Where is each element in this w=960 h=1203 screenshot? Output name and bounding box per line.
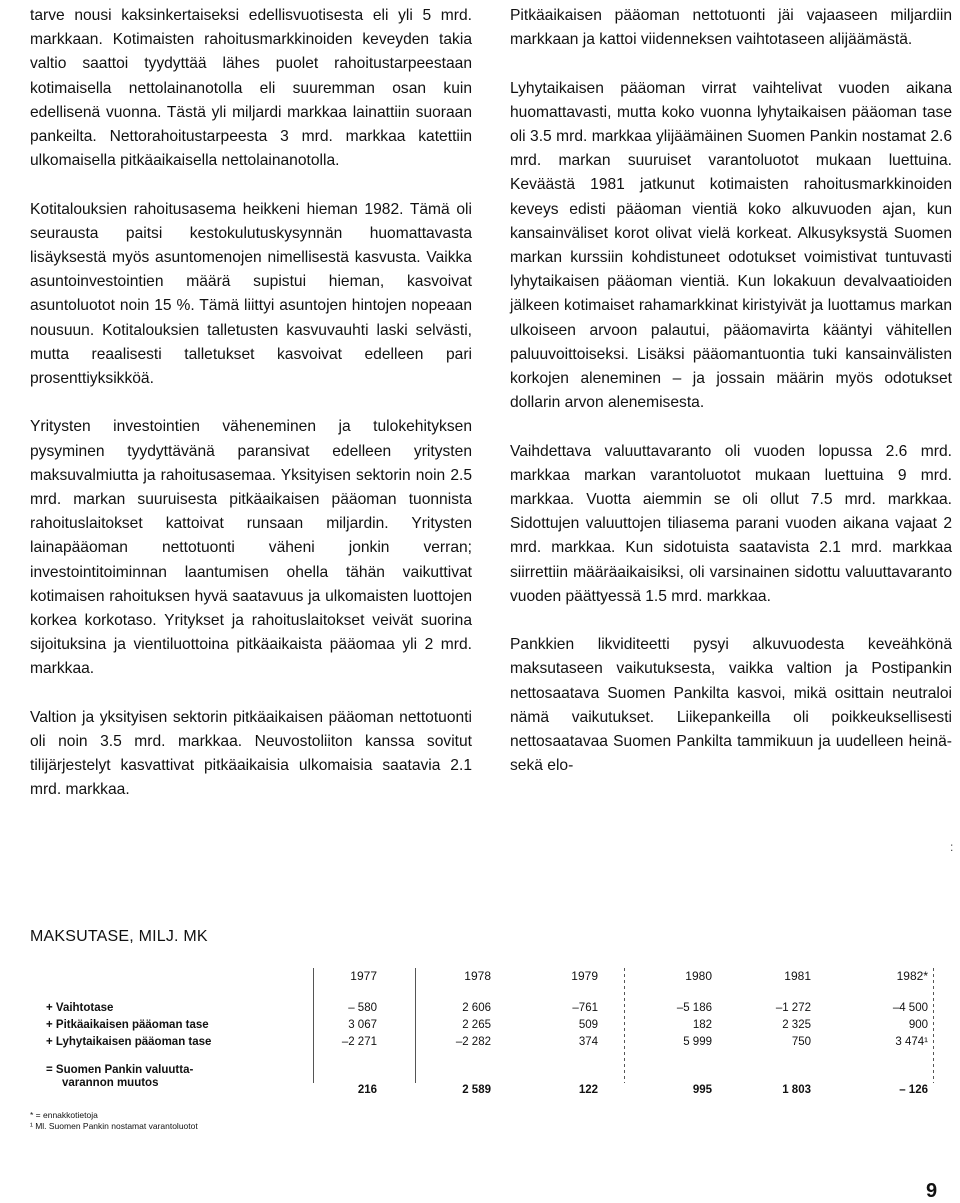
table-title: MAKSUTASE, MILJ. MK bbox=[30, 928, 208, 945]
right-paragraph-3: Vaihdettava valuuttavaranto oli vuoden lopussa 2.6 mrd. markkaa markan varantoluotot mukaan luettuina 9 mrd. markkaa. Vuotta aiemmin se oli ollut 7.5 mrd. markkaa. Sidottujen valuuttojen tiliasema parani vuoden aikana vajaat 2 mrd. markkaa. Kun sidotuista saatavista 2.1 mrd. markkaa siirrettiin määräaikaisiksi, oli varsinainen sidottu valuuttavaranto vuoden päättyessä 1.5 mrd. markkaa. bbox=[510, 442, 952, 605]
table-cell: 3 474¹ bbox=[895, 1036, 928, 1048]
left-paragraph-3: Yritysten investointien väheneminen ja tulokehityksen pysyminen tyydyttävänä paransivat edelleen yritysten maksuvalmiutta ja rahoitusasemaa. Yksityisen sektorin noin 2.5 mrd. markan suuruisesta pitkäaikaisen pääoman tuonnista rahoituslaitokset kattoivat runsaan miljardin. Yritysten lainapääoman nettotuonti väheni jonkin verran; investointitoiminnan laantumisen ohella tähän vaikuttivat kotimaisen rahoituksen hyvä saatavuus ja ulkomaisten luottojen korkea korkotaso. Yritykset ja rahoituslaitokset veivät suorina sijoituksina ja vientiluottoina pitkäaikaista pääomaa yli 2 mrd. markkaa. bbox=[30, 418, 472, 678]
total-cell: 995 bbox=[692, 1084, 712, 1096]
table-cell: 900 bbox=[908, 1019, 928, 1031]
column-divider bbox=[415, 968, 416, 1083]
right-paragraph-2: Lyhytaikaisen pääoman virrat vaihtelivat vuoden aikana huomattavasti, mutta koko vuonna lyhytaikaisen pääoman tase oli 3.5 mrd. markkaa ylijäämäinen Suomen Pankin nostamat 2.6 mrd. markan suuruiset varantoluotot mukaan luettuina. Keväästä 1981 jatkunut kotimaisten rahoitusmarkkinoiden keveys edisti pääoman vientiä koko alkuvuoden ajan, kun kansainväliset korot olivat vielä korkeat. Alkusyksystä Suomen markan kurssiin kohdistuneet odotukset voimistivat tuntuvasti lyhytaikaisen pääoman vientiä. Kun lokakuun devalvaatioiden jälkeen kotimaiset rahamarkkinat kiristyivät ja luottamus markan ulkoiseen arvoon palautui, pääomavirta kääntyi vähitellen paluuvoittoiseksi. Lisäksi pääomantuontia tuki kansainvälisten korkojen aleneminen – ja jossain määrin myös odotukset dollarin arvon alenemisesta. bbox=[510, 79, 952, 412]
table-cell: – 580 bbox=[348, 1002, 377, 1014]
year-header: 1982* bbox=[896, 969, 928, 983]
row-label: + Lyhytaikaisen pääoman tase bbox=[46, 1036, 212, 1048]
footnote-reserve-credits: ¹ Ml. Suomen Pankin nostamat varantoluotot bbox=[30, 1121, 198, 1131]
table-cell: –2 282 bbox=[455, 1036, 491, 1048]
total-cell: 122 bbox=[578, 1084, 598, 1096]
left-text-column bbox=[30, 4, 472, 803]
table-cell: 2 265 bbox=[462, 1019, 491, 1031]
table-cell: –761 bbox=[572, 1002, 598, 1014]
table-cell: 2 325 bbox=[782, 1019, 811, 1031]
right-paragraph-4: Pankkien likviditeetti pysyi alkuvuodesta keveähkönä maksutaseen vaikutuksesta, vaikka valtion ja Postipankin nettosaatava Suomen Pankilta kasvoi, mikä osittain neutraloi nämä vaikutukset. Liikepankeilla oli poikkeuksellisesti nettosaatavaa Suomen Pankilta tammikuun ja uudelleen heinä- sekä elo- bbox=[510, 636, 952, 775]
table-cell: –2 271 bbox=[341, 1036, 377, 1048]
left-paragraph-1: tarve nousi kaksinkertaiseksi edellisvuotisesta eli yli 5 mrd. markkaan. Kotimaisten rahoitusmarkkinoiden keveyden takia valtio saattoi tyydyttää lähes puolet rahoitustarpeestaan kotimaisella nettolainanotolla eli suuremman osan kuin edellisenä vuonna. Tästä yli miljardi markkaa lainattiin suoraan pankeilta. Nettorahoitustarpeesta 3 mrd. markkaa katettiin ulkomaisella pitkäaikaisella nettolainanotolla. bbox=[30, 7, 472, 170]
table-cell: 5 999 bbox=[683, 1036, 712, 1048]
column-divider bbox=[933, 968, 934, 1083]
year-header: 1981 bbox=[784, 969, 811, 983]
table-cell: –4 500 bbox=[892, 1002, 928, 1014]
table-cell: 750 bbox=[791, 1036, 811, 1048]
total-label-line-1: = Suomen Pankin valuutta- bbox=[46, 1064, 194, 1076]
margin-mark: : bbox=[950, 840, 954, 854]
table-cell: –1 272 bbox=[775, 1002, 811, 1014]
column-divider bbox=[624, 968, 625, 1083]
year-header: 1977 bbox=[350, 969, 377, 983]
footnote-preliminary: * = ennakkotietoja bbox=[30, 1110, 98, 1120]
table-cell: 182 bbox=[692, 1019, 712, 1031]
year-header: 1979 bbox=[571, 969, 598, 983]
row-label: + Vaihtotase bbox=[46, 1002, 114, 1014]
left-paragraph-2: Kotitalouksien rahoitusasema heikkeni hieman 1982. Tämä oli seurausta paitsi kestokulutuskysynnän huomattavasta lisäyksestä myös asuntomenojen nimellisestä kasvusta. Vaikka asuntoinvestointien määrä supistui hieman, kasvoivat asuntoluotot noin 15 %. Tämä liittyi asuntojen hintojen nopeaan nousuun. Kotitalouksien talletusten kasvuvauhti laski selvästi, mutta reaalisesti talletukset kasvoivat edelleen pari prosenttiyksikköä. bbox=[30, 200, 472, 388]
year-header: 1980 bbox=[685, 969, 712, 983]
total-cell: – 126 bbox=[899, 1084, 928, 1096]
column-divider bbox=[313, 968, 314, 1083]
table-cell: 374 bbox=[578, 1036, 598, 1048]
left-paragraph-4: Valtion ja yksityisen sektorin pitkäaikaisen pääoman nettotuonti oli noin 3.5 mrd. markkaa. Neuvostoliiton kanssa sovitut tilijärjestelyt kasvattivat pitkäaikaisia ulkomaisia saatavia 2.1 mrd. markkaa. bbox=[30, 708, 472, 799]
right-text-column bbox=[510, 4, 952, 778]
year-header: 1978 bbox=[464, 969, 491, 983]
total-cell: 1 803 bbox=[782, 1084, 811, 1096]
balance-of-payments-table bbox=[30, 968, 940, 1103]
table-cell: 2 606 bbox=[462, 1002, 491, 1014]
table-footnotes bbox=[30, 1110, 198, 1132]
total-cell: 2 589 bbox=[462, 1084, 491, 1096]
page-number: 9 bbox=[926, 1180, 938, 1202]
table-cell: –5 186 bbox=[676, 1002, 712, 1014]
total-label-line-2: varannon muutos bbox=[62, 1077, 159, 1089]
row-label: + Pitkäaikaisen pääoman tase bbox=[46, 1019, 209, 1031]
table-cell: 3 067 bbox=[348, 1019, 377, 1031]
total-cell: 216 bbox=[357, 1084, 377, 1096]
table-cell: 509 bbox=[578, 1019, 598, 1031]
right-paragraph-1: Pitkäaikaisen pääoman nettotuonti jäi vajaaseen miljardiin markkaan ja kattoi viidenneksen vaihtotaseen alijäämästä. bbox=[510, 7, 952, 49]
